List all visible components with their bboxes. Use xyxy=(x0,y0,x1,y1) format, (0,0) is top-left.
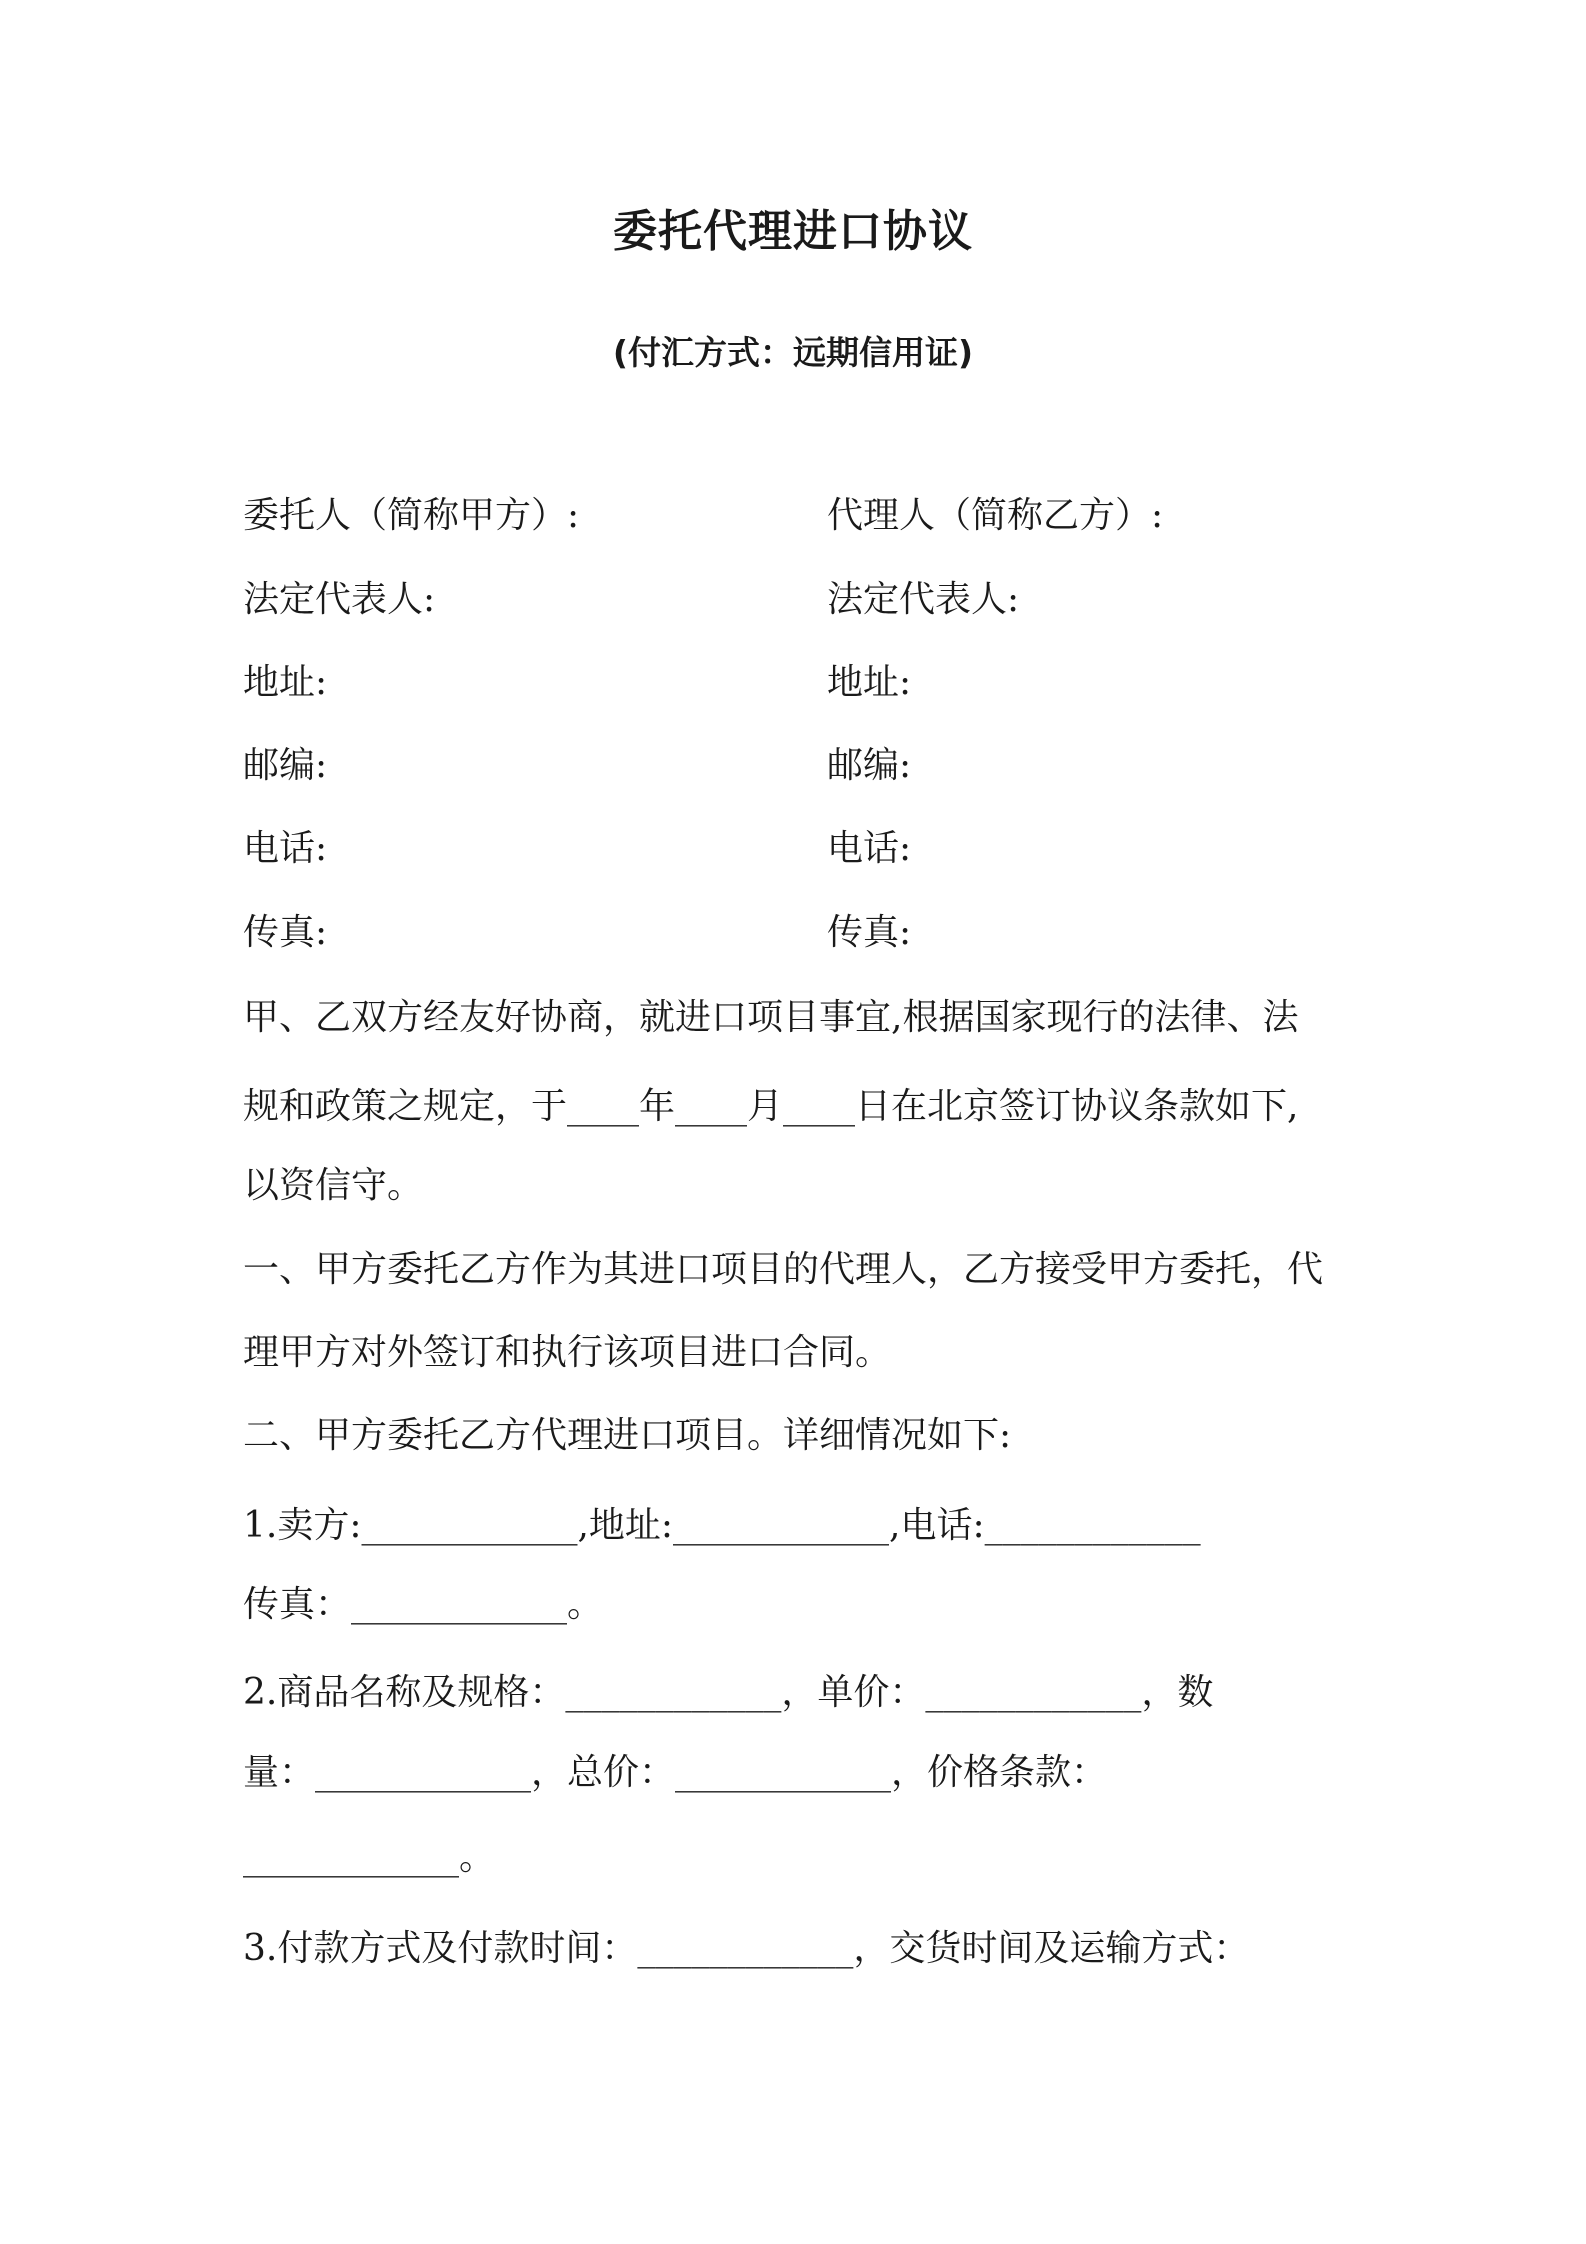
party-b-legal-rep-label: 法定代表人: xyxy=(827,579,1020,620)
party-b-agent-label: 代理人（简称乙方）: xyxy=(827,495,1164,536)
body-line: 量：____________，总价：____________，价格条款： xyxy=(243,1752,1108,1793)
body-line: 传真：____________。 xyxy=(243,1584,604,1625)
body-line: 一、甲方委托乙方作为其进口项目的代理人，乙方接受甲方委托，代 xyxy=(243,1249,1324,1290)
body-line: 2.商品名称及规格：____________，单价：____________，数 xyxy=(243,1672,1214,1713)
party-b-phone-label: 电话: xyxy=(827,828,912,869)
body-line: 3.付款方式及付款时间：____________，交货时间及运输方式： xyxy=(243,1928,1250,1969)
party-b-fax-label: 传真: xyxy=(827,912,912,953)
body-line: 甲、乙双方经友好协商，就进口项目事宜,根据国家现行的法律、法 xyxy=(243,997,1299,1038)
party-a-address-label: 地址: xyxy=(243,662,328,703)
party-a-fax-label: 传真: xyxy=(243,912,328,953)
party-b-postcode-label: 邮编: xyxy=(827,745,912,786)
body-line: 1.卖方:____________,地址:____________,电话:____________ xyxy=(243,1505,1201,1546)
body-line: ____________。 xyxy=(243,1837,496,1878)
body-line: 理甲方对外签订和执行该项目进口合同。 xyxy=(243,1332,892,1373)
document-subtitle: (付汇方式：远期信用证) xyxy=(612,333,974,372)
party-a-postcode-label: 邮编: xyxy=(243,745,328,786)
party-b-address-label: 地址: xyxy=(827,662,912,703)
party-a-legal-rep-label: 法定代表人: xyxy=(243,579,436,620)
body-line: 二、甲方委托乙方代理进口项目。详细情况如下: xyxy=(243,1415,1012,1456)
body-line: 以资信守。 xyxy=(243,1165,424,1206)
document-title: 委托代理进口协议 xyxy=(613,206,973,257)
body-line: 规和政策之规定，于____年____月____日在北京签订协议条款如下, xyxy=(243,1086,1299,1127)
party-a-principal-label: 委托人（简称甲方）: xyxy=(243,495,580,536)
party-a-phone-label: 电话: xyxy=(243,828,328,869)
